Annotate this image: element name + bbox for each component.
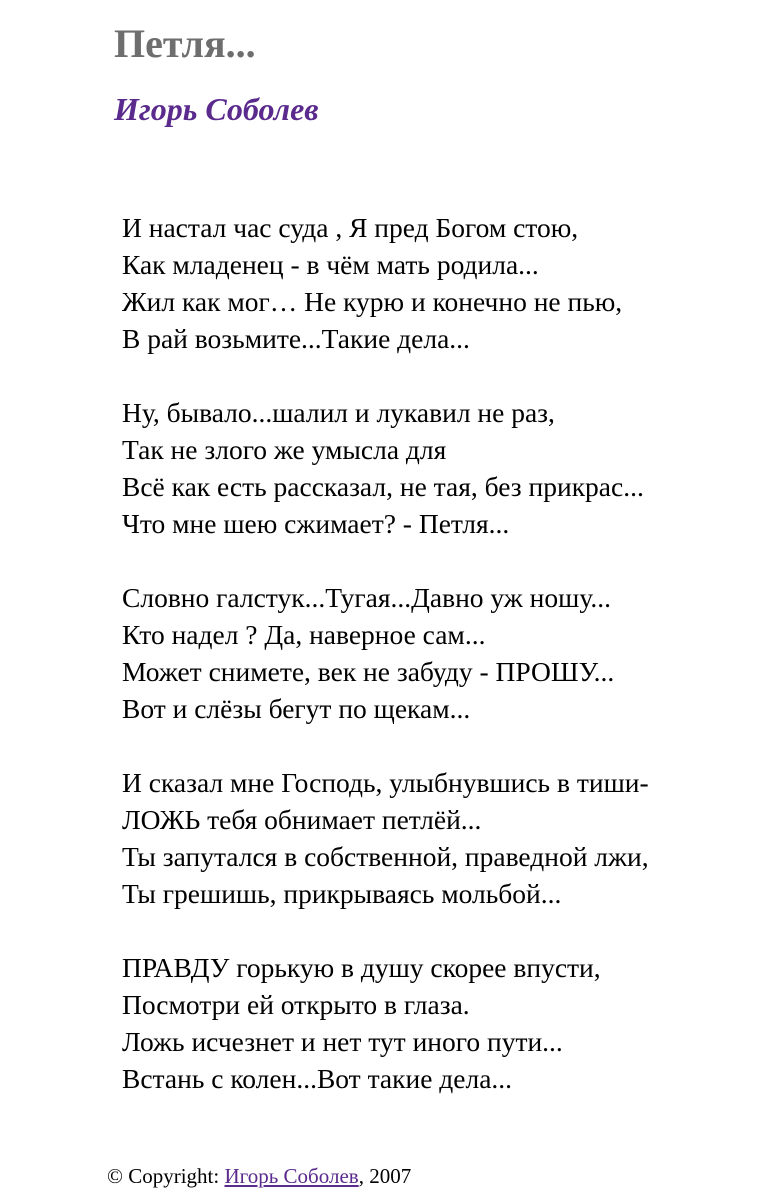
- author-name: Игорь Соболев: [114, 91, 319, 127]
- poem-line: Кто надел ? Да, наверное сам...: [122, 619, 486, 650]
- stanza: [122, 579, 762, 727]
- poem-line: Ложь исчезнет и нет тут иного пути...: [122, 1026, 563, 1057]
- poem-line: Может снимете, век не забуду - ПРОШУ...: [122, 656, 615, 687]
- poem-line: Ты запутался в собственной, праведной лжи,: [122, 841, 649, 872]
- poem-body: [122, 209, 762, 1134]
- poem-line: Вот и слёзы бегут по щекам...: [122, 693, 471, 724]
- stanza: [122, 764, 762, 912]
- author-link[interactable]: Игорь Соболев: [224, 1164, 359, 1188]
- poem-line: В рай возьмите...Такие дела...: [122, 323, 470, 354]
- poem-line: ЛОЖЬ тебя обнимает петлёй...: [122, 804, 482, 835]
- page-title: Петля...: [114, 21, 256, 66]
- copyright-year: , 2007: [358, 1164, 412, 1188]
- poem-line: Встань с колен...Вот такие дела...: [122, 1063, 513, 1094]
- poem-line: И сказал мне Господь, улыбнувшись в тиши-: [122, 767, 649, 798]
- poem-line: Как младенец - в чём мать родила...: [122, 249, 539, 280]
- poem-line: Ну, бывало...шалил и лукавил не раз,: [122, 397, 555, 428]
- poem-line: Посмотри ей открыто в глаза.: [122, 989, 470, 1020]
- poem-line: Что мне шею сжимает? - Петля...: [122, 508, 510, 539]
- copyright-notice: [107, 1161, 411, 1191]
- poem-line: Словно галстук...Тугая...Давно уж ношу...: [122, 582, 611, 613]
- poem-line: И настал час суда , Я пред Богом стою,: [122, 212, 579, 243]
- stanza: [122, 949, 762, 1097]
- stanza: [122, 209, 762, 357]
- poem-line: Ты грешишь, прикрываясь мольбой...: [122, 878, 562, 909]
- poem-line: Так не злого же умысла для: [122, 434, 447, 465]
- stanza: [122, 394, 762, 542]
- poem-line: Всё как есть рассказал, не тая, без прикрас...: [122, 471, 644, 502]
- copyright-prefix: © Copyright:: [107, 1164, 225, 1188]
- poem-line: ПРАВДУ горькую в душу скорее впусти,: [122, 952, 601, 983]
- poem-line: Жил как мог… Не курю и конечно не пью,: [122, 286, 623, 317]
